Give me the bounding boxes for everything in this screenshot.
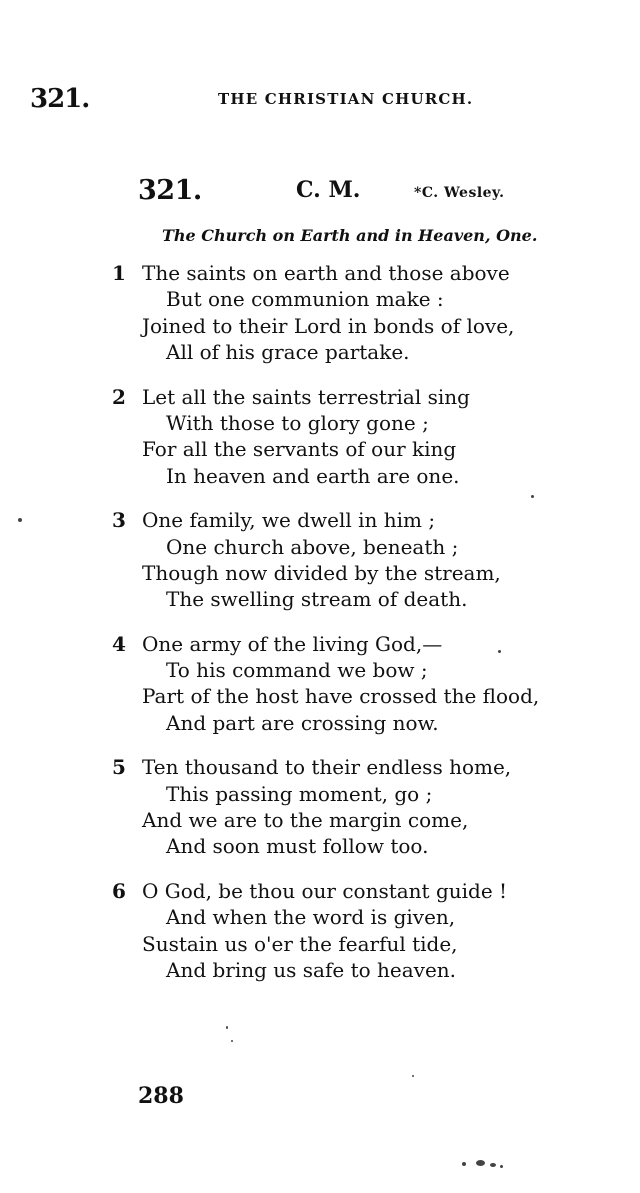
stanza-line: And part are crossing now. xyxy=(166,710,439,735)
hymn-number: 321. xyxy=(138,175,202,206)
stanza-line: Part of the host have crossed the flood, xyxy=(142,684,540,709)
scan-speck xyxy=(476,1160,485,1166)
stanza-number: 2 xyxy=(112,384,126,409)
stanza-1 xyxy=(112,260,572,366)
scan-speck xyxy=(231,1040,233,1042)
hymn-subtitle: The Church on Earth and in Heaven, One. xyxy=(162,226,538,245)
stanza-number: 3 xyxy=(112,508,126,533)
scan-speck xyxy=(498,650,501,653)
stanza-line: One church above, beneath ; xyxy=(166,534,459,559)
hymn-meter: C. M. xyxy=(296,177,361,203)
running-title: THE CHRISTIAN CHURCH. xyxy=(218,90,474,108)
hymn-header xyxy=(138,175,558,211)
stanza-line: Joined to their Lord in bonds of love, xyxy=(142,313,515,338)
stanza-number: 4 xyxy=(112,631,126,656)
stanza-5 xyxy=(112,754,572,860)
stanza-3 xyxy=(112,507,572,613)
running-head xyxy=(30,84,510,114)
stanza-line: In heaven and earth are one. xyxy=(166,463,460,488)
stanza-line: Let all the saints terrestrial sing xyxy=(142,384,470,409)
stanza-line: Ten thousand to their endless home, xyxy=(142,755,512,780)
scan-speck xyxy=(500,1165,503,1168)
stanza-line: And when the word is given, xyxy=(166,905,456,930)
stanza-4 xyxy=(112,631,572,737)
scan-speck xyxy=(226,1026,228,1029)
stanza-line: One family, we dwell in him ; xyxy=(142,508,436,533)
page-number: 321. xyxy=(30,84,90,114)
stanza-line: With those to glory gone ; xyxy=(166,410,429,435)
stanza-6 xyxy=(112,878,572,984)
stanza-number: 5 xyxy=(112,755,126,780)
stanza-line: The swelling stream of death. xyxy=(166,587,468,612)
stanza-number: 6 xyxy=(112,878,126,903)
stanza-line: O God, be thou our constant guide ! xyxy=(142,878,508,903)
hymn-stanzas xyxy=(112,260,572,1001)
stanza-line: To his command we bow ; xyxy=(166,658,428,683)
signature-mark: 288 xyxy=(138,1083,184,1109)
stanza-line: And we are to the margin come, xyxy=(142,808,469,833)
stanza-line: But one communion make : xyxy=(166,287,444,312)
stanza-line: Though now divided by the stream, xyxy=(142,560,501,585)
stanza-line: Sustain us o'er the fearful tide, xyxy=(142,931,458,956)
scan-speck xyxy=(412,1075,414,1077)
stanza-line: For all the servants of our king xyxy=(142,437,457,462)
stanza-line: One army of the living God,— xyxy=(142,631,443,656)
scan-speck xyxy=(462,1162,466,1166)
stanza-line: The saints on earth and those above xyxy=(142,261,510,285)
stanza-line: All of his grace partake. xyxy=(166,340,410,365)
scan-speck xyxy=(531,495,534,498)
stanza-line: This passing moment, go ; xyxy=(166,781,433,806)
stanza-line: And soon must follow too. xyxy=(166,834,429,859)
scan-speck xyxy=(18,518,22,522)
stanza-2 xyxy=(112,384,572,490)
scan-speck xyxy=(490,1163,496,1167)
stanza-number: 1 xyxy=(112,261,126,285)
hymn-author: *C. Wesley. xyxy=(414,185,505,201)
stanza-line: And bring us safe to heaven. xyxy=(166,957,457,982)
